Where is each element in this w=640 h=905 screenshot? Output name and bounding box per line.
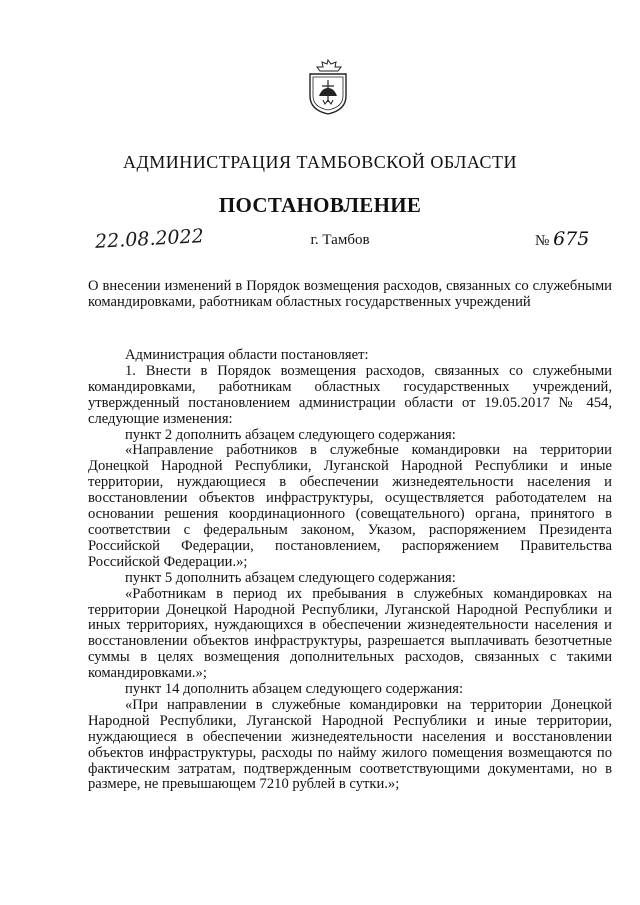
body-paragraph: 1. Внести в Порядок возмещения расходов, связанных со служебными командировками, работникам областных государственных учреждений, утвержденный постановлением администрации области от 19.05.2017 № 454, следующие изменения: bbox=[88, 362, 612, 427]
document-body bbox=[88, 348, 612, 793]
handwritten-date: 22.08.2022 bbox=[94, 225, 205, 253]
body-paragraph: пункт 14 дополнить абзацем следующего содержания: bbox=[125, 681, 464, 698]
subject-text: О внесении изменений в Порядок возмещения расходов, связанных со служебными командировками, работникам областных государственных учреждений bbox=[88, 278, 612, 310]
coat-of-arms-icon bbox=[306, 58, 350, 116]
body-paragraph: пункт 5 дополнить абзацем следующего содержания: bbox=[125, 569, 456, 586]
number-prefix: № bbox=[535, 233, 550, 249]
body-paragraph: «При направлении в служебные командировки на территории Донецкой Народной Республики, Луганской Народной Республики и иные территории, нуждающиеся в обеспечении жизнедеятельности населения и восстановлении объектов инфраструктуры, расходы по найму жилого помещения возмещаются по фактическим затратам, подтвержденным соответствующими документами, но в размере, не превышающем 7210 рублей в сутки.»; bbox=[88, 696, 612, 793]
organization-name: АДМИНИСТРАЦИЯ ТАМБОВСКОЙ ОБЛАСТИ bbox=[122, 152, 518, 172]
handwritten-number: 675 bbox=[553, 228, 590, 250]
body-paragraph: «Работникам в период их пребывания в служебных командировках на территории Донецкой Народной Республики, Луганской Народной Республики и иных территориях, нуждающихся в обеспечении жизнедеятельности населения и восстановлении объектов инфраструктуры, разрешается выплачивать безотчетные суммы в целях возмещения дополнительных расходов, связанных с такими командировками.»; bbox=[88, 585, 612, 682]
body-paragraph: пункт 2 дополнить абзацем следующего содержания: bbox=[125, 426, 456, 443]
document-subject bbox=[88, 279, 612, 310]
document-number bbox=[535, 228, 589, 250]
document-type-title: ПОСТАНОВЛЕНИЕ bbox=[218, 193, 422, 217]
city-label: г. Тамбов bbox=[310, 232, 370, 248]
body-paragraph: «Направление работников в служебные командировки на территории Донецкой Народной Республики, Луганской Народной Республики и иные территории, нуждающиеся в обеспечении жизнедеятельности населения и восстановлении объектов инфраструктуры, осуществляется работодателем на основании решения координационного (совещательного) органа, принятого в соответствии с федеральным законом, Указом, распоряжением Президента Российской Федерации, постановлением, распоряжением Правительства Российской Федерации.»; bbox=[88, 442, 612, 570]
body-paragraph: Администрация области постановляет: bbox=[125, 347, 369, 363]
